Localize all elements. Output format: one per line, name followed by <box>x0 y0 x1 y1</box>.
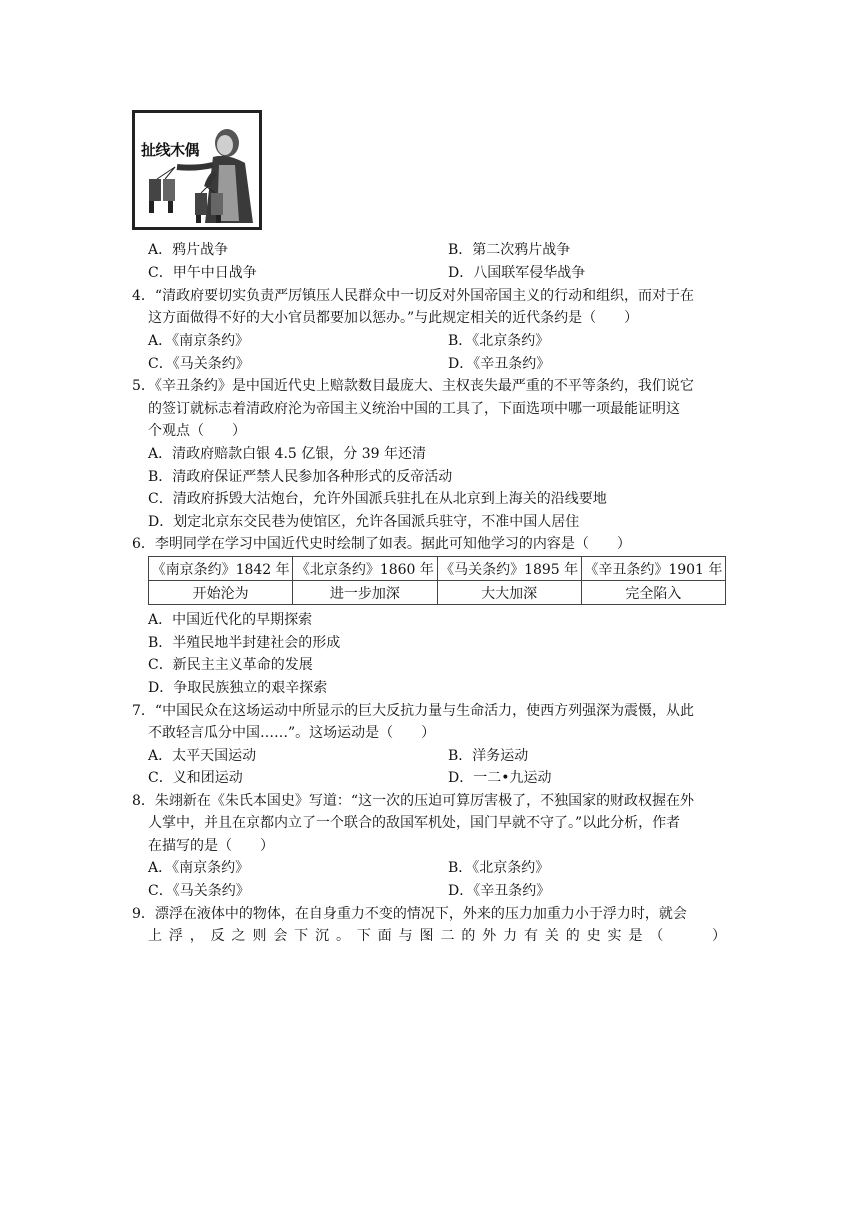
q7-stem-line2: 不敢轻言瓜分中国……”。这场运动是（ ） <box>148 725 436 741</box>
q4-option-d[interactable]: D．《辛丑条约》 <box>448 356 551 372</box>
puppeteer-illustration <box>135 113 259 227</box>
q3-option-a[interactable]: A．鸦片战争 <box>148 242 229 258</box>
table-cell: 《北京条约》1860 年 <box>293 557 437 581</box>
q3-option-c[interactable]: C．甲午中日战争 <box>148 265 257 281</box>
q4-stem-line1: 4．“清政府要切实负责严厉镇压人民群众中一切反对外国帝国主义的行动和组织，而对于在 <box>132 288 695 304</box>
q8-option-d[interactable]: D．《辛丑条约》 <box>448 883 551 899</box>
table-cell: 《马关条约》1895 年 <box>437 557 581 581</box>
q3-option-d[interactable]: D．八国联军侵华战争 <box>448 265 586 281</box>
cartoon-caption: 扯线木偶 <box>141 141 200 159</box>
q7-option-c[interactable]: C．义和团运动 <box>148 770 243 786</box>
q8-option-b[interactable]: B．《北京条约》 <box>448 860 550 876</box>
q8-stem-line3: 在描写的是（ ） <box>148 838 274 854</box>
table-cell: 《南京条约》1842 年 <box>149 557 293 581</box>
table-cell: 《辛丑条约》1901 年 <box>581 557 725 581</box>
q5-stem-line3: 个观点（ ） <box>148 423 246 439</box>
q7-option-a[interactable]: A．太平天国运动 <box>148 748 257 764</box>
q8-stem-line1: 8．朱翊新在《朱氏本国史》写道：“这一次的压迫可算厉害极了，不独国家的财政权握在外 <box>132 793 695 809</box>
q8-option-c[interactable]: C．《马关条约》 <box>148 883 250 899</box>
q6-stem: 6．李明同学在学习中国近代史时绘制了如表。据此可知他学习的内容是（ ） <box>132 536 631 552</box>
q5-option-a[interactable]: A．清政府赔款白银 4.5 亿银，分 39 年还清 <box>148 446 426 462</box>
q6-option-c[interactable]: C．新民主主义革命的发展 <box>148 657 313 673</box>
treaty-table-row <box>149 557 726 581</box>
q3-option-b[interactable]: B．第二次鸦片战争 <box>448 242 571 258</box>
q9-stem-line2: 上浮，反之则会下沉。下面与图二的外力有关的史实是（ ） <box>148 928 726 944</box>
q7-option-b[interactable]: B．洋务运动 <box>448 748 529 764</box>
table-cell: 进一步加深 <box>293 581 437 605</box>
q4-stem-line2: 这方面做得不好的大小官员都要加以惩办。”与此规定相关的近代条约是（ ） <box>148 310 639 326</box>
table-cell: 完全陷入 <box>581 581 725 605</box>
table-cell: 开始沦为 <box>149 581 293 605</box>
q6-option-b[interactable]: B．半殖民地半封建社会的形成 <box>148 635 341 651</box>
q7-stem-line1: 7．“中国民众在这场运动中所显示的巨大反抗力量与生命活力，使西方列强深为震慑，从此 <box>132 703 695 719</box>
q6-option-d[interactable]: D．争取民族独立的艰辛探索 <box>148 680 328 696</box>
q5-stem-line1: 5．《辛丑条约》是中国近代史上赔款数目最庞大、主权丧失最严重的不平等条约，我们说它 <box>132 378 694 394</box>
q5-option-b[interactable]: B．清政府保证严禁人民参加各种形式的反帝活动 <box>148 469 453 485</box>
q8-stem-line2: 人掌中，并且在京都内立了一个联合的敌国军机处，国门早就不守了。”以此分析，作者 <box>148 815 681 831</box>
q9-stem-line1: 9．漂浮在液体中的物体，在自身重力不变的情况下，外来的压力加重力小于浮力时，就会 <box>132 906 687 922</box>
q4-option-b[interactable]: B．《北京条约》 <box>448 333 550 349</box>
q5-option-c[interactable]: C．清政府拆毁大沽炮台，允许外国派兵驻扎在从北京到上海关的沿线要地 <box>148 491 607 507</box>
q7-option-d[interactable]: D．一二•九运动 <box>448 770 552 786</box>
q5-option-d[interactable]: D．划定北京东交民巷为使馆区，允许各国派兵驻守，不准中国人居住 <box>148 514 580 530</box>
treaty-table <box>148 556 726 605</box>
treaty-table-row <box>149 581 726 605</box>
q4-option-a[interactable]: A．《南京条约》 <box>148 333 250 349</box>
q6-option-a[interactable]: A．中国近代化的早期探索 <box>148 612 313 628</box>
q8-option-a[interactable]: A．《南京条约》 <box>148 860 250 876</box>
puppet-cartoon-figure <box>132 110 262 230</box>
q5-stem-line2: 的签订就标志着清政府沦为帝国主义统治中国的工具了，下面选项中哪一项最能证明这 <box>148 401 680 417</box>
q4-option-c[interactable]: C．《马关条约》 <box>148 356 250 372</box>
table-cell: 大大加深 <box>437 581 581 605</box>
